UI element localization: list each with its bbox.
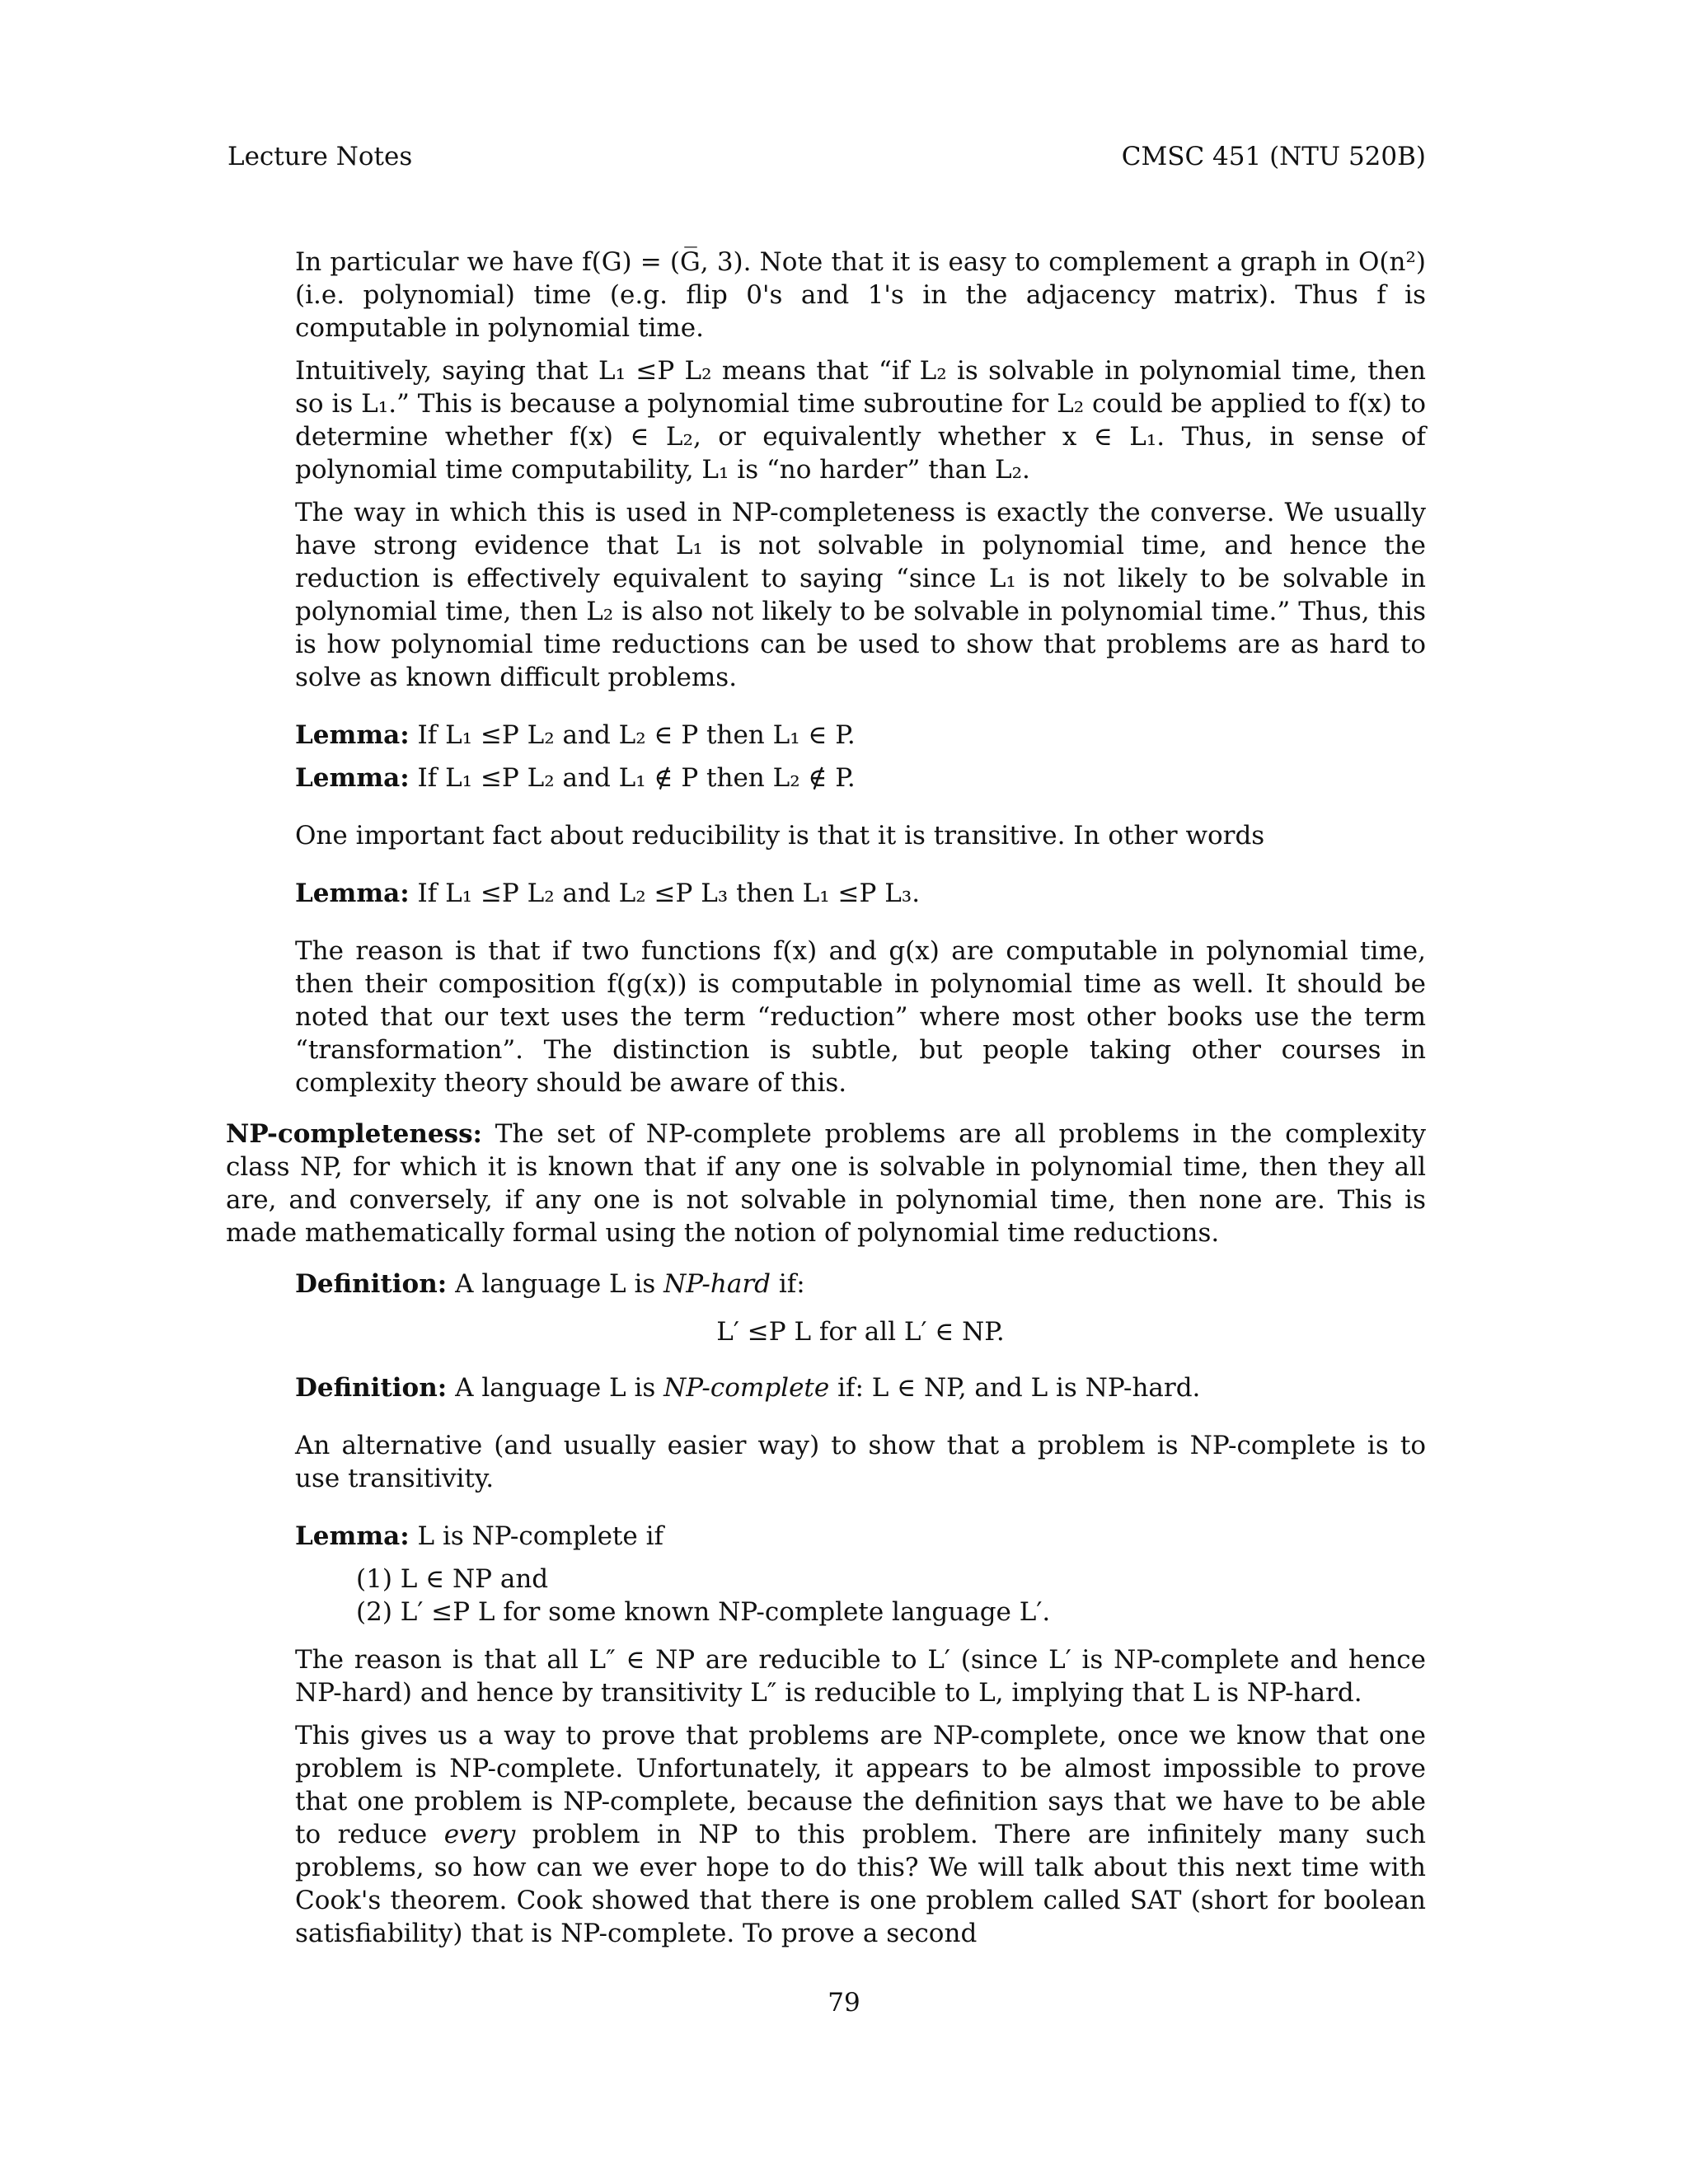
section-np-completeness [226, 1118, 1426, 1249]
lemma-text: L is NP-complete if [417, 1521, 663, 1551]
criteria-item: (1) L ∈ NP and [356, 1564, 549, 1594]
lemma-text: If L₁ ≤P L₂ and L₁ ∉ P then L₂ ∉ P. [417, 763, 856, 793]
lemma-np-complete-criteria [295, 1520, 1426, 1553]
paragraph-reason: The reason is that all L″ ∈ NP are reducible to L′ (since L′ is NP-complete and hence NP-hard) and hence by transitivity L″ is reducible to L, implying that L is NP-hard. [295, 1645, 1426, 1708]
definition-text: if: L ∈ NP, and L is NP-hard. [829, 1373, 1201, 1403]
definition-term: NP-complete [663, 1373, 830, 1403]
definition-label: Definition: [295, 1373, 448, 1403]
paragraph-intuition: Intuitively, saying that L₁ ≤P L₂ means that “if L₂ is solvable in polynomial time, then so is L₁.” This is because a polynomial time subroutine for L₂ could be applied to f(x) to determine whether f(x) ∈ L₂, or equivalently whether x ∈ L₁. Thus, in sense of polynomial time computability, L₁ is “no harder” than L₂. [295, 356, 1426, 485]
definition-term: NP-hard [663, 1269, 771, 1299]
header-left: Lecture Notes [227, 142, 413, 171]
definition-text: A language L is [455, 1269, 664, 1299]
page-body [226, 246, 1427, 1960]
lemma-label: Lemma: [295, 720, 410, 750]
paragraph-alternative: An alternative (and usually easier way) to show that a problem is NP-complete is to use transitivity. [295, 1431, 1426, 1493]
definition-np-complete [295, 1371, 1426, 1404]
paragraph-text: problem in NP to this problem. There are infinitely many such problems, so how can we ever hope to do this? We will talk about this next time with Cook's theorem. Cook showed that there is one problem called SAT (short for boolean satisfiability) that is NP-complete. To prove a second [295, 1820, 1427, 1948]
paragraph-complement: In particular we have f(G) = (G̅, 3). Note that it is easy to complement a graph in O(n²) (i.e. polynomial) time (e.g. flip 0's and 1's in the adjacency matrix). Thus f is computable in polynomial time. [295, 247, 1426, 343]
paragraph-composition: The reason is that if two functions f(x) and g(x) are computable in polynomial time, then their composition f(g(x)) is computable in polynomial time as well. It should be noted that our text uses the term “reduction” where most other books use the term “transformation”. The distinction is subtle, but people taking other courses in complexity theory should be aware of this. [295, 936, 1426, 1098]
lemma-text: If L₁ ≤P L₂ and L₂ ∈ P then L₁ ∈ P. [417, 720, 856, 750]
paragraph-converse: The way in which this is used in NP-completeness is exactly the converse. We usually have strong evidence that L₁ is not solvable in polynomial time, and hence the reduction is effectively equivalent to saying “since L₁ is not likely to be solvable in polynomial time, then L₂ is also not likely to be solvable in polynomial time.” Thus, this is how polynomial time reductions can be used to show that problems are as hard to solve as known difficult problems. [295, 498, 1426, 692]
paragraph-text: This gives us a way to prove that problems are NP-complete, once we know that one problem is NP-complete. Unfortunately, it appears to be almost impossible to prove that one problem is NP-complete, because the definition says that we have to be able to reduce [295, 1721, 1426, 1849]
running-header [227, 142, 1426, 171]
definition-np-hard [295, 1268, 1426, 1301]
paragraph-cook [295, 1719, 1426, 1950]
lemma-text: If L₁ ≤P L₂ and L₂ ≤P L₃ then L₁ ≤P L₃. [417, 879, 921, 908]
section-label: NP-completeness: [226, 1119, 482, 1149]
page-number: 79 [828, 1988, 860, 2018]
section-text: The set of NP-complete problems are all problems in the complexity class NP, for which it is known that if any one is solvable in polynomial time, then they all are, and conversely, if any one is not solvable in polynomial time, then none are. This is made mathematically formal using the notion of polynomial time reductions. [226, 1119, 1426, 1248]
lemma-label: Lemma: [295, 879, 410, 908]
definition-label: Definition: [295, 1269, 448, 1299]
emphasis-every: every [443, 1820, 516, 1849]
criteria-item: (2) L′ ≤P L for some known NP-complete language L′. [356, 1597, 1051, 1627]
lemma-nonmembership [295, 762, 1426, 794]
paragraph-transitive: One important fact about reducibility is that it is transitive. In other words [295, 821, 1265, 851]
lemma-transitivity [295, 877, 1426, 910]
lemma-membership [295, 719, 1426, 752]
np-hard-formula: L′ ≤P L for all L′ ∈ NP. [716, 1317, 1005, 1347]
lemma-label: Lemma: [295, 763, 410, 793]
definition-text: if: [771, 1269, 805, 1299]
header-right: CMSC 451 (NTU 520B) [1121, 142, 1426, 171]
lemma-label: Lemma: [295, 1521, 410, 1551]
definition-text: A language L is [455, 1373, 664, 1403]
